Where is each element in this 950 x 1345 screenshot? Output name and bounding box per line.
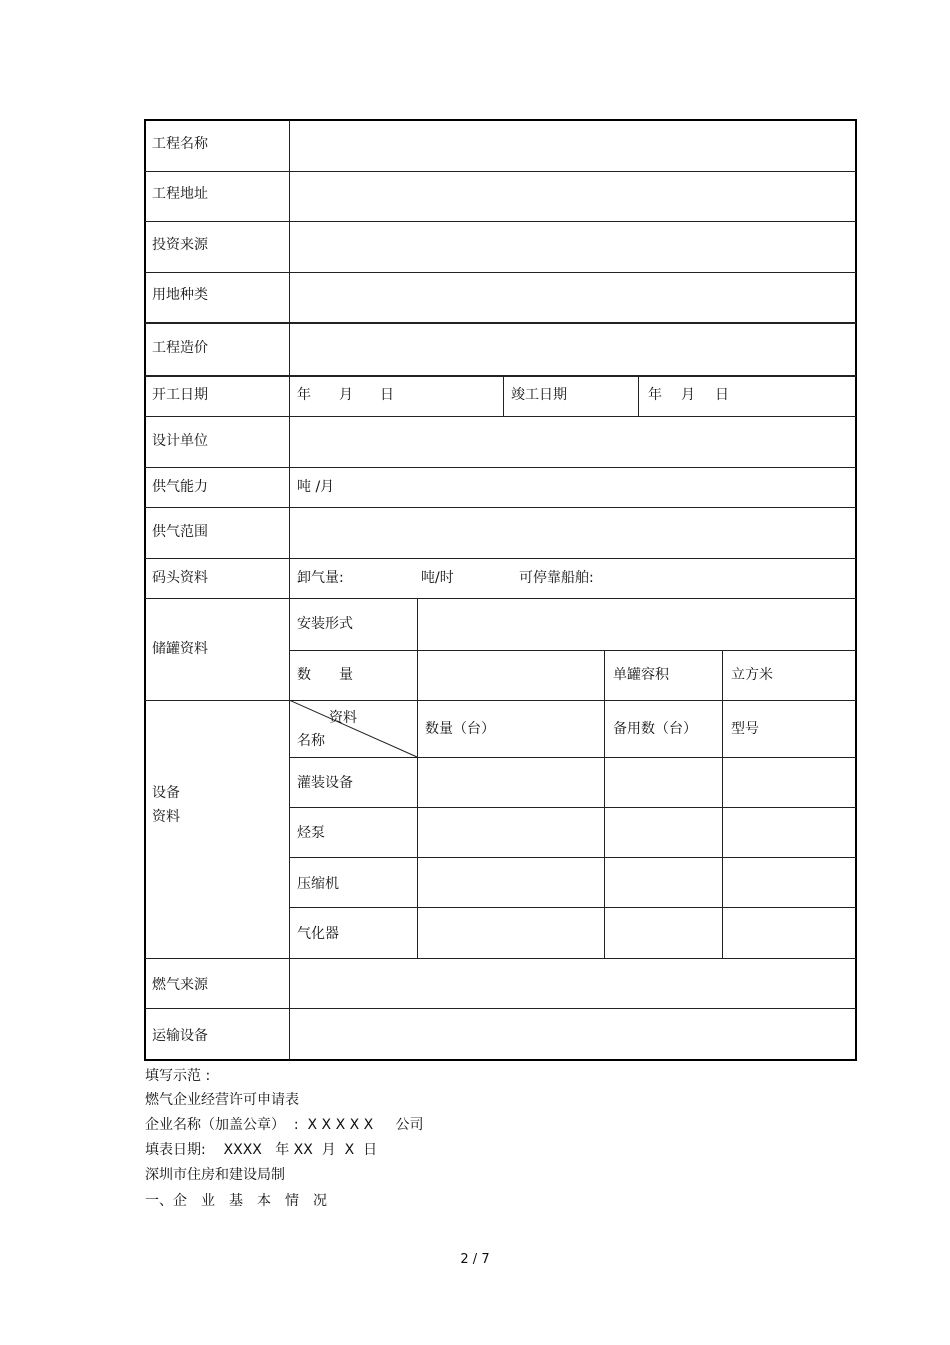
footer-line-date: 填表日期: XXXX 年 XX 月 X 日 bbox=[145, 1142, 378, 1158]
row-divider bbox=[145, 375, 856, 377]
equip-header-diag-top: 资料 bbox=[329, 710, 357, 726]
row-divider bbox=[145, 467, 856, 468]
column-divider bbox=[722, 650, 723, 958]
label-project-name: 工程名称 bbox=[152, 136, 208, 152]
label-investment-source: 投资来源 bbox=[152, 237, 208, 253]
label-design-unit: 设计单位 bbox=[152, 433, 208, 449]
footer-line-example: 填写示范 : bbox=[145, 1068, 211, 1084]
label-completion-date: 竣工日期 bbox=[511, 387, 567, 403]
start-date-day: 日 bbox=[380, 387, 394, 403]
start-date-year: 年 bbox=[297, 387, 311, 403]
completion-date-year: 年 bbox=[648, 387, 662, 403]
row-divider bbox=[145, 1008, 856, 1009]
equip-header-spare: 备用数（台） bbox=[613, 721, 697, 737]
completion-date-month: 月 bbox=[681, 387, 695, 403]
label-project-cost: 工程造价 bbox=[152, 340, 208, 356]
label-gas-source: 燃气来源 bbox=[152, 977, 208, 993]
row-divider bbox=[145, 558, 856, 559]
label-land-type: 用地种类 bbox=[152, 287, 208, 303]
column-divider bbox=[503, 375, 504, 416]
tank-single-volume-label: 单罐容积 bbox=[613, 667, 669, 683]
label-tank-info: 储罐资料 bbox=[152, 641, 208, 657]
column-divider bbox=[604, 650, 605, 958]
equipment-row-label: 压缩机 bbox=[297, 876, 339, 892]
footer-line-section-heading: 一、企 业 基 本 情 况 bbox=[145, 1193, 327, 1209]
start-date-month: 月 bbox=[339, 387, 353, 403]
footer-line-issuer: 深圳市住房和建设局制 bbox=[145, 1167, 285, 1183]
row-divider bbox=[145, 958, 856, 959]
tank-install-type-label: 安装形式 bbox=[297, 616, 353, 632]
label-transport-equipment: 运输设备 bbox=[152, 1028, 208, 1044]
label-start-date: 开工日期 bbox=[152, 387, 208, 403]
label-equipment-info-2: 资料 bbox=[152, 809, 180, 825]
footer-line-form-title: 燃气企业经营许可申请表 bbox=[145, 1092, 299, 1108]
equipment-row-label: 烃泵 bbox=[297, 825, 325, 841]
equipment-row-label: 灌装设备 bbox=[297, 775, 353, 791]
wharf-unload-label: 卸气量: bbox=[297, 570, 344, 586]
equip-header-qty: 数量（台） bbox=[425, 721, 495, 737]
wharf-berth-label: 可停靠船舶: bbox=[519, 570, 594, 586]
row-divider bbox=[145, 598, 856, 599]
row-divider bbox=[145, 322, 856, 324]
label-project-address: 工程地址 bbox=[152, 186, 208, 202]
label-supply-range: 供气范围 bbox=[152, 524, 208, 540]
supply-capacity-unit: 吨 /月 bbox=[297, 479, 335, 495]
row-divider bbox=[145, 416, 856, 417]
tank-volume-unit: 立方米 bbox=[731, 667, 773, 683]
footer-line-company: 企业名称（加盖公章） : X X X X X 公司 bbox=[145, 1117, 424, 1133]
row-divider bbox=[289, 907, 856, 908]
equip-header-model: 型号 bbox=[731, 721, 759, 737]
row-divider bbox=[145, 507, 856, 508]
row-divider bbox=[145, 171, 856, 172]
equip-header-diag-bottom: 名称 bbox=[297, 733, 325, 749]
row-divider bbox=[145, 272, 856, 273]
label-supply-capacity: 供气能力 bbox=[152, 479, 208, 495]
label-equipment-info-1: 设备 bbox=[152, 785, 180, 801]
row-divider bbox=[145, 221, 856, 222]
tank-quantity-label: 数 量 bbox=[297, 667, 353, 683]
column-divider bbox=[289, 120, 290, 1060]
label-wharf-info: 码头资料 bbox=[152, 570, 208, 586]
completion-date-day: 日 bbox=[715, 387, 729, 403]
wharf-unload-unit: 吨/时 bbox=[421, 570, 454, 586]
application-form-table bbox=[144, 119, 857, 1061]
page-number: 2 / 7 bbox=[460, 1252, 490, 1267]
row-divider bbox=[289, 650, 856, 651]
equipment-row-label: 气化器 bbox=[297, 926, 339, 942]
column-divider bbox=[638, 375, 639, 416]
